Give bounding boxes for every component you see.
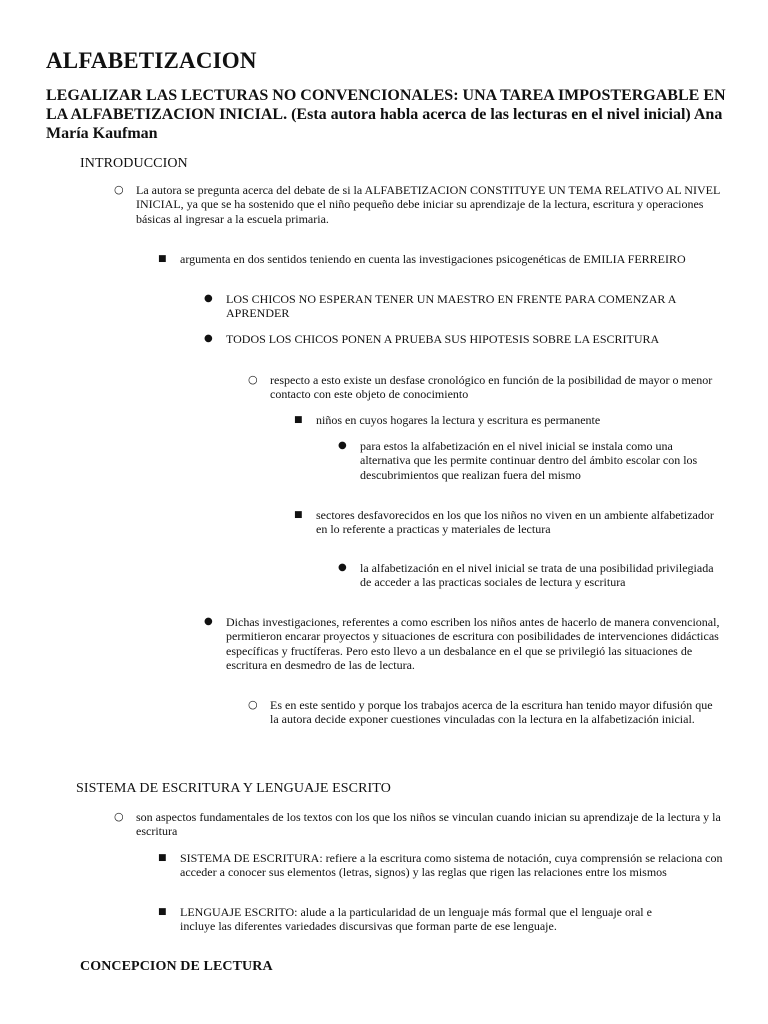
- circle-bullet-icon: ○: [248, 698, 258, 711]
- document-subtitle: LEGALIZAR LAS LECTURAS NO CONVENCIONALES: UNA TAREA IMPOSTERGABLE EN LA ALFABETIZACION INICIAL. (Esta autora habla acerca de las lecturas en el nivel inicial) Ana María Kaufman: [46, 87, 726, 142]
- list-item-text: para estos la alfabetización en el nivel inicial se instala como una alternativa que les permite continuar dentro del ámbito escolar con los descubrimientos que realizan fuera del mismo: [360, 439, 698, 482]
- list-item: [248, 373, 720, 402]
- list-item: [204, 615, 720, 672]
- list-item-text: son aspectos fundamentales de los textos con los que los niños se vinculan cuando inician su aprendizaje de la lectura y la escritura: [136, 810, 721, 839]
- list-item: [338, 439, 718, 482]
- square-bullet-icon: ■: [158, 254, 167, 264]
- list-item-text: LENGUAJE ESCRITO: alude a la particularidad de un lenguaje más formal que el lenguaje oral e incluye las diferentes variedades discursivas que forman parte de ese lenguaje.: [180, 905, 652, 934]
- list-item-text: Es en este sentido y porque los trabajos acerca de la escritura han tenido mayor difusión que la autora decide exponer cuestiones vinculadas con la lectura en la alfabetización inicial.: [270, 698, 713, 727]
- list-item-text: argumenta en dos sentidos teniendo en cuenta las investigaciones psicogenéticas de EMILIA FERREIRO: [180, 252, 686, 266]
- document-title: ALFABETIZACION: [46, 48, 257, 73]
- square-bullet-icon: ■: [158, 853, 167, 863]
- list-item-text: Dichas investigaciones, referentes a como escriben los niños antes de hacerlo de manera convencional, permitieron encarar proyectos y situaciones de escritura con posibilidades de intervenciones didácticas específicas y fructíferas. Pero esto llevo a un desbalance en el que se privilegió las situaciones de escritura en desmedro de las de lectura.: [226, 615, 720, 672]
- disc-bullet-icon: ●: [204, 616, 213, 627]
- disc-bullet-icon: ●: [338, 440, 347, 451]
- list-item-text: LOS CHICOS NO ESPERAN TENER UN MAESTRO EN FRENTE PARA COMENZAR A APRENDER: [226, 292, 676, 321]
- square-bullet-icon: ■: [158, 907, 167, 917]
- disc-bullet-icon: ●: [204, 293, 213, 304]
- section-heading-introduccion: INTRODUCCION: [80, 156, 188, 171]
- section-heading-sistema: SISTEMA DE ESCRITURA Y LENGUAJE ESCRITO: [76, 781, 391, 796]
- list-item: [294, 508, 714, 537]
- section-heading-concepcion: CONCEPCION DE LECTURA: [80, 959, 273, 974]
- disc-bullet-icon: ●: [338, 562, 347, 573]
- list-item: [294, 413, 714, 427]
- disc-bullet-icon: ●: [204, 333, 213, 344]
- list-item-text: SISTEMA DE ESCRITURA: refiere a la escritura como sistema de notación, cuya comprensión se relaciona con acceder a conocer sus elementos (letras, signos) y las reglas que rigen las relaciones entre los mismos: [180, 851, 723, 880]
- list-item-text: TODOS LOS CHICOS PONEN A PRUEBA SUS HIPOTESIS SOBRE LA ESCRITURA: [226, 332, 660, 346]
- list-item-text: sectores desfavorecidos en los que los niños no viven en un ambiente alfabetizador en lo referente a practicas y materiales de lectura: [316, 508, 714, 537]
- list-item: [158, 252, 690, 266]
- circle-bullet-icon: ○: [248, 373, 258, 386]
- circle-bullet-icon: ○: [114, 183, 124, 196]
- list-item: [204, 292, 714, 321]
- square-bullet-icon: ■: [294, 510, 303, 520]
- list-item: [158, 851, 726, 880]
- list-item: [204, 332, 714, 346]
- list-item-text: La autora se pregunta acerca del debate de si la ALFABETIZACION CONSTITUYE UN TEMA RELATIVO AL NIVEL INICIAL, ya que se ha sostenido que el niño pequeño debe iniciar su aprendizaje de la lectura, escritura y operaciones básicas al ingresar a la escuela primaria.: [136, 183, 720, 226]
- list-item-text: respecto a esto existe un desfase cronológico en función de la posibilidad de mayor o menor contacto con este objeto de conocimiento: [270, 373, 713, 402]
- list-item: [158, 905, 690, 934]
- list-item-text: la alfabetización en el nivel inicial se trata de una posibilidad privilegiada de acceder a las practicas sociales de lectura y escritura: [360, 561, 714, 590]
- list-item: [114, 183, 720, 226]
- list-item: [114, 810, 726, 839]
- circle-bullet-icon: ○: [114, 810, 124, 823]
- list-item-text: niños en cuyos hogares la lectura y escritura es permanente: [316, 413, 601, 427]
- square-bullet-icon: ■: [294, 415, 303, 425]
- list-item: [338, 561, 718, 590]
- list-item: [248, 698, 720, 727]
